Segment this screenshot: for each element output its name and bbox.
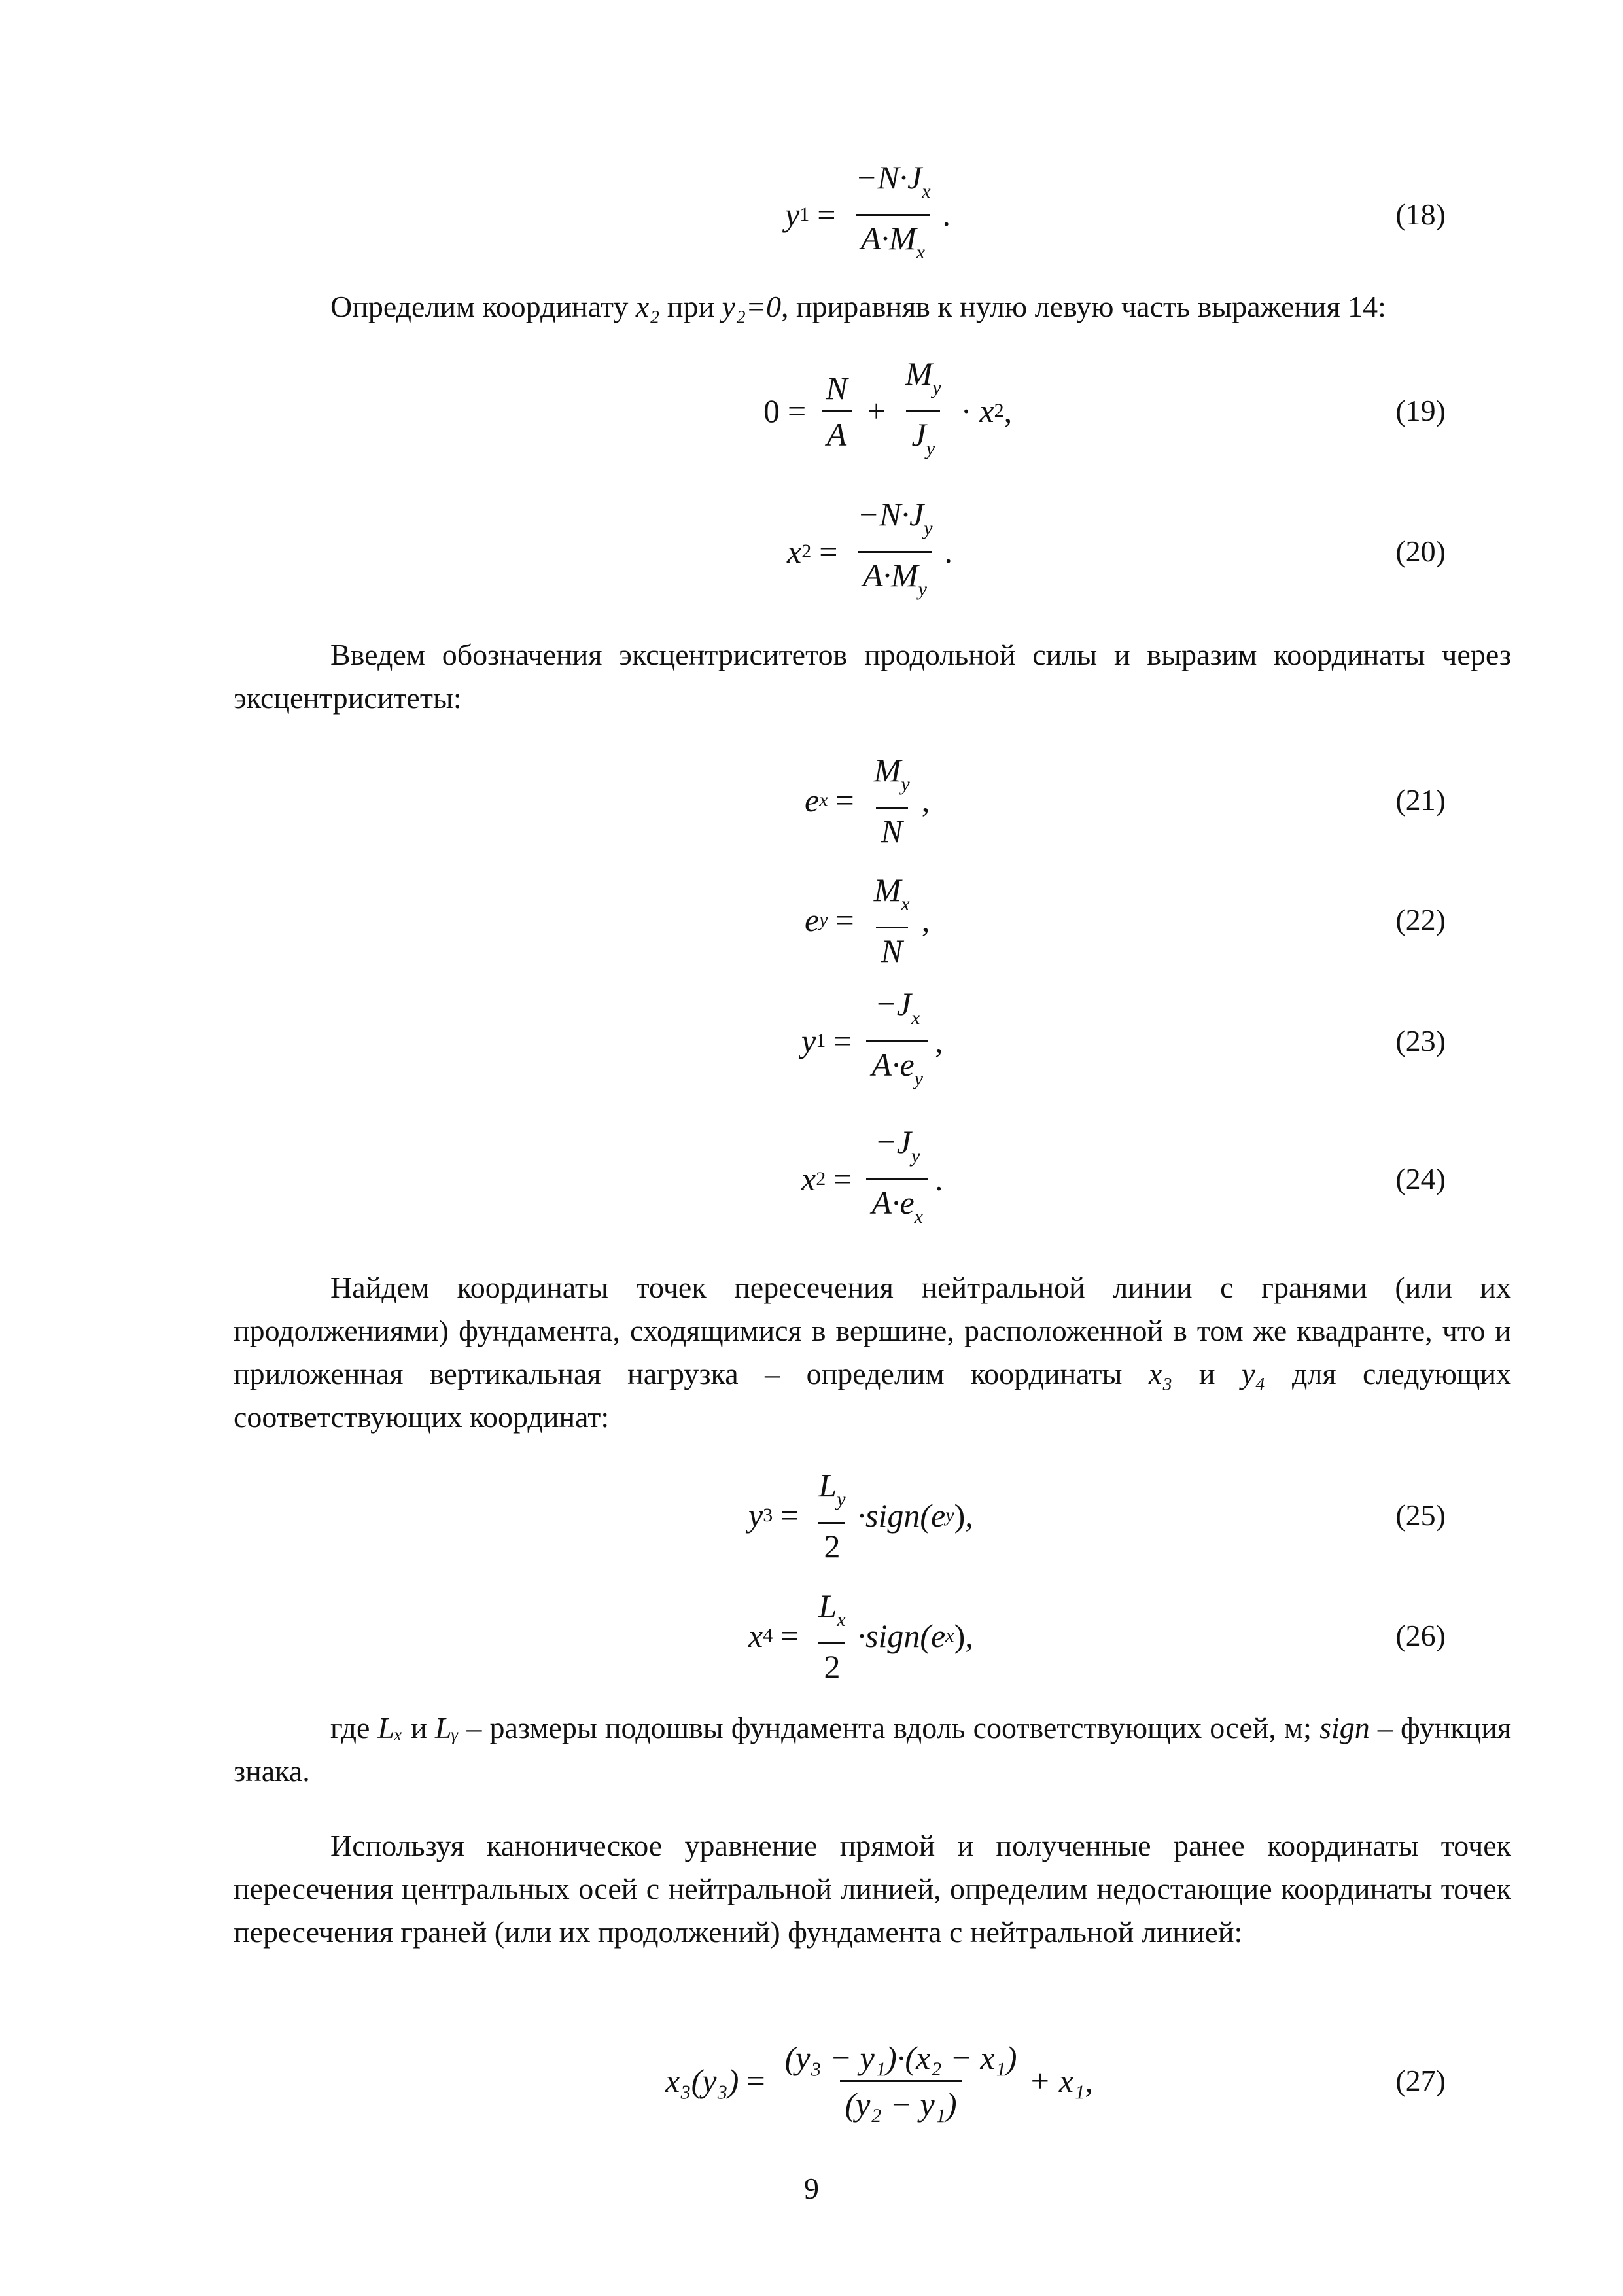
equation-number: (25) xyxy=(1395,1498,1446,1532)
eq-fraction: $\frac{-N\cdot J_y}{A\cdot M_y}$ xyxy=(852,495,937,609)
equation-20: x 2 = $\frac{-N\cdot J_y}{A\cdot M_y}$ . (20) xyxy=(234,503,1511,601)
equation-23: y 1 = $\frac{-J_x}{A\cdot e_y}$ , (23) xyxy=(234,992,1511,1090)
paragraph: Определим координату x₂ при y₂=0, приравняв к нулю левую часть выражения 14: xyxy=(330,290,1386,323)
equation-number: (23) xyxy=(1395,1024,1446,1057)
eq-fraction: $\frac{M_x}{N}$ xyxy=(873,871,910,969)
paragraph: где Lₓ и Lᵧ – размеры подошвы фундамента вдоль соответствующих осей, м; sign – функция знака. xyxy=(234,1711,1511,1788)
eq-fraction: $\frac{N}{A}$ xyxy=(820,368,852,454)
paragraph: Используя каноническое уравнение прямой и полученные ранее координаты точек пересечения центральных осей с нейтральной линией, определим недостающие координаты точек пересечения граней (или их продолжений) фундамента с нейтральной линией: xyxy=(234,1829,1511,1949)
eq-fraction: $\frac{-J_x}{A\cdot e_y}$ xyxy=(866,984,928,1099)
eq-fraction: $\frac{-N\cdot J_x}{A\cdot M_x}$ xyxy=(850,158,935,272)
equation-number: (24) xyxy=(1395,1162,1446,1195)
page-number: 9 xyxy=(804,2172,819,2205)
paragraph: Введем обозначения эксцентриситетов продольной силы и выразим координаты через эксцентриситеты: xyxy=(234,638,1511,715)
equation-27: x₃(y₃) = $\frac{\text{(y₃ − y₁)·(x₂ − x₁)}}{\text{(y₂ − y₁)}}$ + x₁, (27) xyxy=(234,2032,1511,2130)
equation-number: (27) xyxy=(1395,2064,1446,2097)
eq-numerator: −N·J xyxy=(855,158,922,196)
eq-denominator: A·M xyxy=(860,219,916,256)
eq-fraction: $\frac{-J_y}{A\cdot e_x}$ xyxy=(866,1122,928,1237)
equation-18: y 1 = $\frac{-N\cdot J_x}{A\cdot M_x}$ . (18) xyxy=(234,166,1511,264)
equation-19: 0 = $\frac{N}{A}$ + $\frac{M_y}{J_y}$ · x 2 , (19) xyxy=(234,362,1511,460)
eq-fraction: $\frac{L_y}{2}$ xyxy=(818,1466,846,1564)
eq-fraction: $\frac{M_y}{N}$ xyxy=(873,751,910,849)
eq-fraction: $\frac{\text{(y₃ − y₁)·(x₂ − x₁)}}{\text{(y₂ − y₁)}}$ xyxy=(784,2039,1017,2123)
eq-lhs: y xyxy=(785,196,800,233)
equation-number: (22) xyxy=(1395,903,1446,936)
equation-25: y 3 = $\frac{L_y}{2}$ ·sign(e y ), (25) xyxy=(748,1466,1446,1564)
equation-22: e y = $\frac{M_x}{N}$ , (22) xyxy=(805,871,1446,969)
equation-24: x 2 = $\frac{-J_y}{A\cdot e_x}$ . (24) xyxy=(234,1130,1511,1228)
equation-number: (20) xyxy=(1395,535,1446,568)
equation-26: x 4 = $\frac{L_x}{2}$ ·sign(e x ), (26) xyxy=(748,1587,1446,1685)
equation-number: (19) xyxy=(1395,394,1446,427)
paragraph: Найдем координаты точек пересечения нейтральной линии с гранями (или их продолжениями) фундамента, сходящимися в вершине, расположенной в том же квадранте, что и приложенная вертикальная нагрузка – определим координаты x₃ и y₄ для следующих соответствующих координат: xyxy=(234,1271,1511,1434)
eq-fraction: $\frac{M_y}{J_y}$ xyxy=(900,354,947,468)
eq-fraction: $\frac{L_x}{2}$ xyxy=(818,1587,846,1685)
equation-number: (26) xyxy=(1395,1619,1446,1652)
equation-number: (21) xyxy=(1395,783,1446,817)
equation-21: e x = $\frac{M_y}{N}$ , (21) xyxy=(805,751,1446,849)
equation-number: (18) xyxy=(1395,198,1446,231)
eq-lhs-sub: 1 xyxy=(799,203,810,225)
